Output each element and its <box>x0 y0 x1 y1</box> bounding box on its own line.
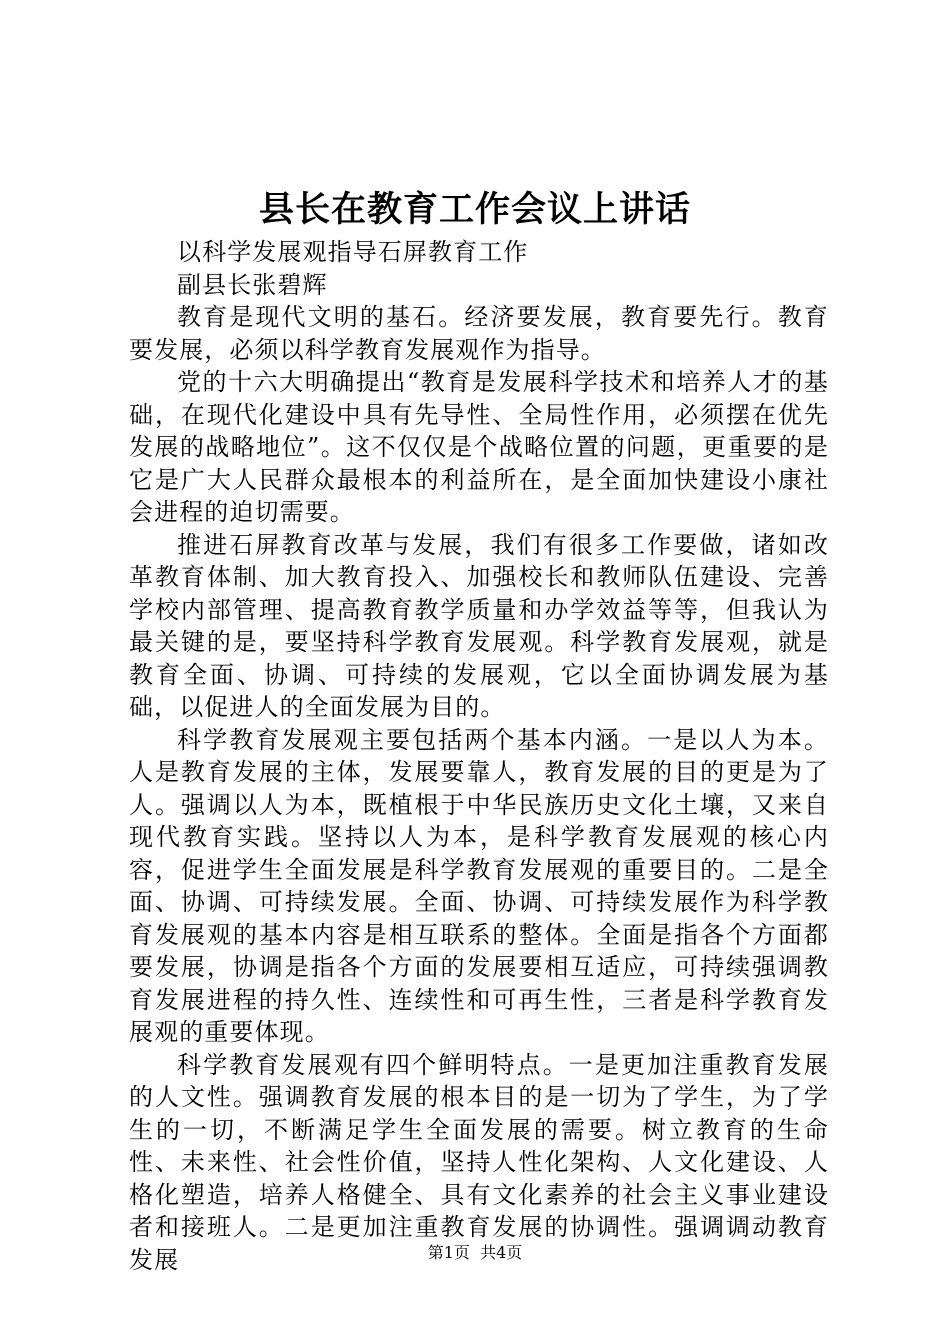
paragraph: 推进石屏教育改革与发展，我们有很多工作要做，诸如改革教育体制、加大教育投入、加强校长和教师队伍建设、完善学校内部管理、提高教育教学质量和办学效益等等，但我认为最关键的是，要坚持科学教育发展观。科学教育发展观，就是教育全面、协调、可持续的发展观，它以全面协调发展为基础，以促进人的全面发展为目的。 <box>129 530 829 721</box>
paragraph: 党的十六大明确提出“教育是发展科学技术和培养人才的基础，在现代化建设中具有先导性、全局性作用，必须摆在优先发展的战略地位”。这不仅仅是个战略位置的问题，更重要的是它是广大人民群众最根本的利益所在，是全面加快建设小康社会进程的迫切需要。 <box>129 368 829 526</box>
paragraph: 科学教育发展观有四个鲜明特点。一是更加注重教育发展的人文性。强调教育发展的根本目的是一切为了学生，为了学生的一切，不断满足学生全面发展的需要。树立教育的生命性、未来性、社会性价值，坚持人性化架构、人文化建设、人格化塑造，培养人格健全、具有文化素养的社会主义事业建设者和接班人。二是更加注重教育发展的协调性。强调调动教育发展 <box>129 1050 829 1274</box>
speaker-line: 副县长张碧辉 <box>177 270 328 299</box>
page-number-footer: 第1页 共4页 <box>427 1243 523 1262</box>
document-body <box>129 236 829 1276</box>
document-title: 县长在教育工作会议上讲话 <box>258 189 691 230</box>
speech-subtitle: 以科学发展观指导石屏教育工作 <box>177 238 529 266</box>
paragraph: 教育是现代文明的基石。经济要发展，教育要先行。教育要发展，必须以科学教育发展观作为指导。 <box>129 303 829 364</box>
paragraph: 科学教育发展观主要包括两个基本内涵。一是以人为本。人是教育发展的主体，发展要靠人，教育发展的目的更是为了人。强调以人为本，既植根于中华民族历史文化土壤，又来自现代教育实践。坚持以人为本，是科学教育发展观的核心内容，促进学生全面发展是科学教育发展观的重要目的。二是全面、协调、可持续发展。全面、协调、可持续发展作为科学教育发展观的基本内容是相互联系的整体。全面是指各个方面都要发展，协调是指各个方面的发展要相互适应，可持续强调教育发展进程的持久性、连续性和可再生性，三者是科学教育发展观的重要体现。 <box>129 725 829 1046</box>
